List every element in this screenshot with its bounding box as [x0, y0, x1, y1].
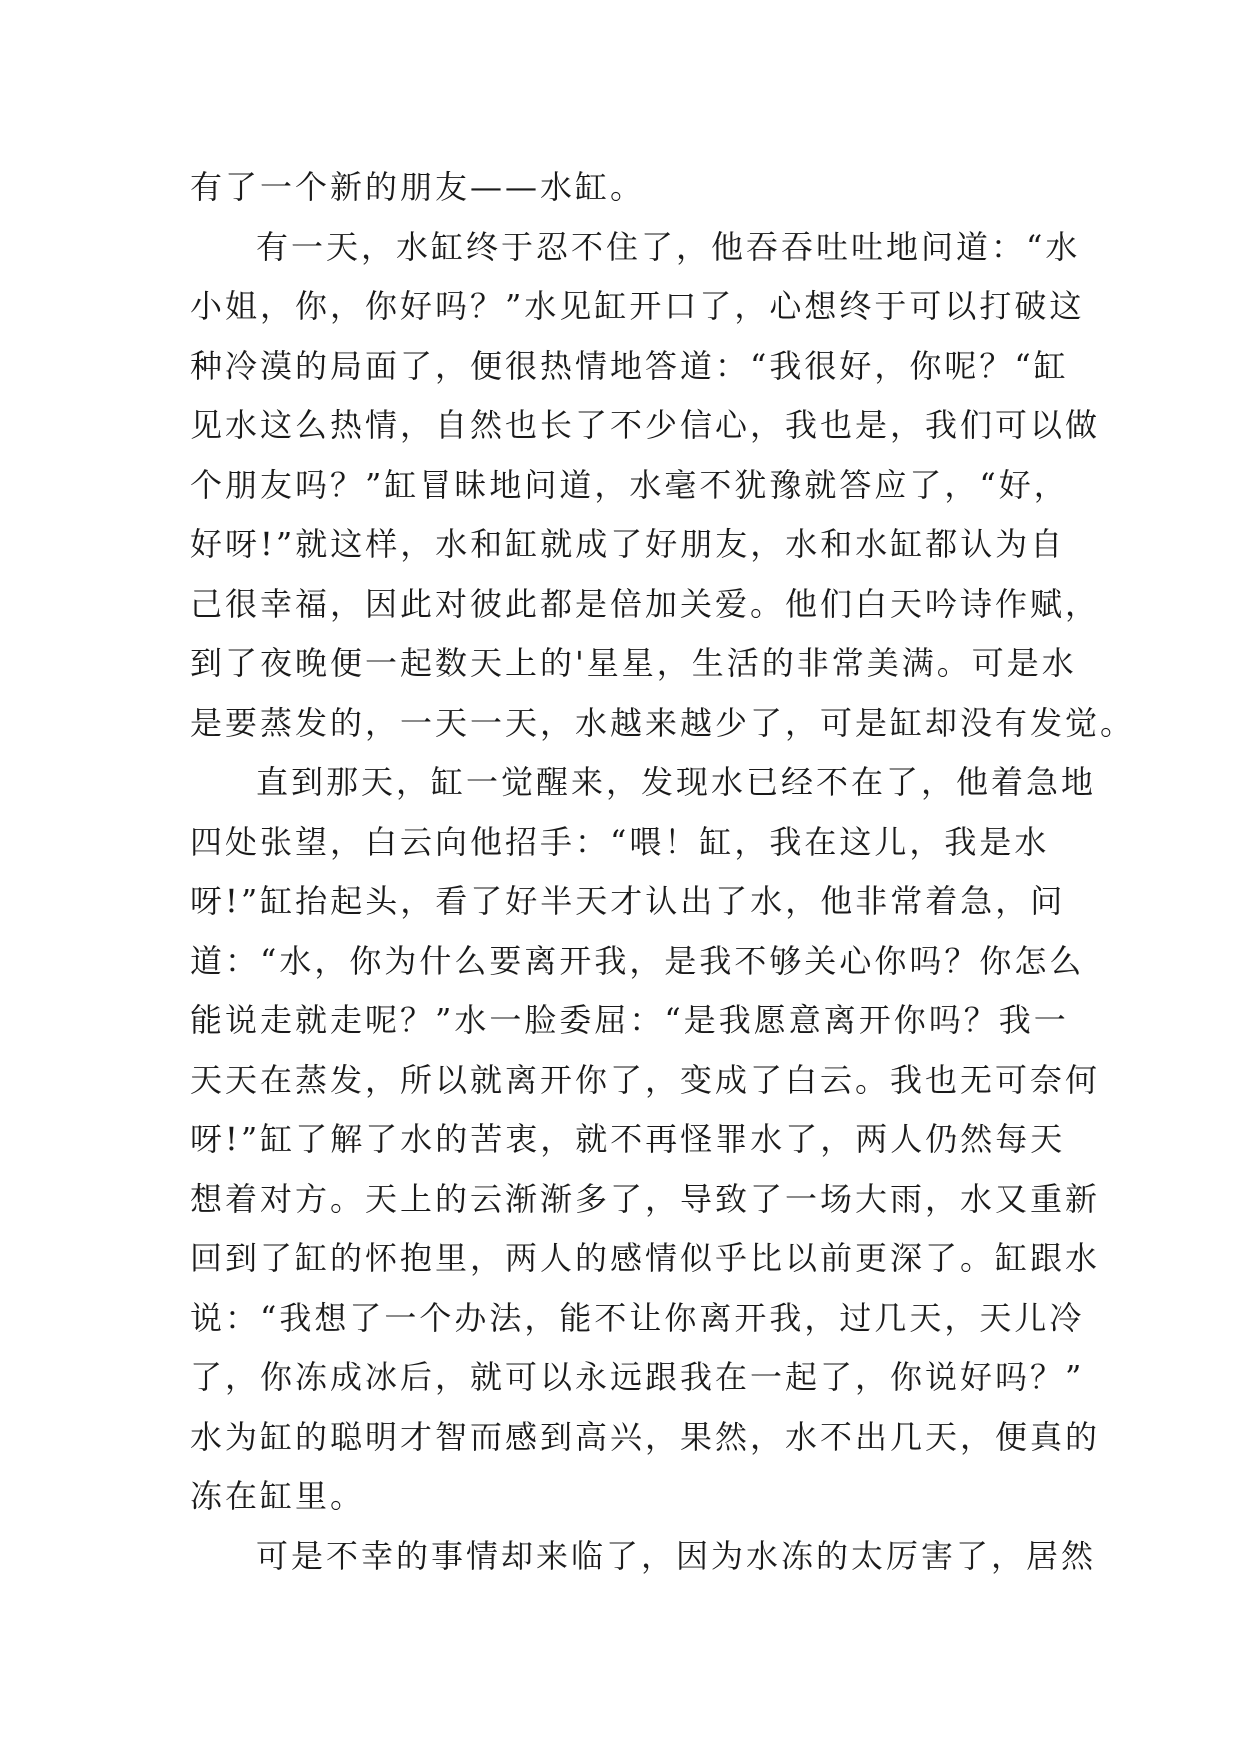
text-line: 有了一个新的朋友——水缸。 [190, 168, 646, 206]
text-line: 天天在蒸发，所以就离开你了，变成了白云。我也无可奈何 [190, 1060, 1101, 1099]
text-line: 四处张望，白云向他招手：“喂！缸，我在这儿，我是水 [190, 822, 1050, 861]
text-line: 冻在缸里。 [190, 1477, 366, 1515]
text-line: 呀!”缸抬起头，看了好半天才认出了水，他非常着急，问 [190, 882, 1066, 920]
text-line: 了，你冻成冰后，就可以永远跟我在一起了，你说好吗？” [190, 1358, 1085, 1396]
text-line: 水为缸的聪明才智而感到高兴，果然，水不出几天，便真的 [190, 1417, 1101, 1456]
text-line: 己很幸福，因此对彼此都是倍加关爱。他们白天吟诗作赋， [190, 584, 1101, 623]
text-line: 是要蒸发的，一天一天，水越来越少了，可是缸却没有发觉。 [190, 703, 1136, 742]
paragraph-start-line: 可是不幸的事情却来临了，因为水冻的太厉害了，居然 [256, 1536, 1097, 1575]
story-text [190, 158, 1136, 1586]
text-line: 到了夜晚便一起数天上的'星星，生活的非常美满。可是水 [190, 644, 1077, 682]
text-line: 小姐，你，你好吗？”水见缸开口了，心想终于可以打破这 [190, 287, 1085, 325]
text-line: 呀!”缸了解了水的苦衷，就不再怪罪水了，两人仍然每天 [190, 1120, 1066, 1158]
paragraph-start-line: 有一天，水缸终于忍不住了，他吞吞吐吐地问道：“水 [256, 227, 1081, 266]
text-line: 好呀!”就这样，水和缸就成了好朋友，水和水缸都认为自 [190, 525, 1066, 563]
text-line: 种冷漠的局面了，便很热情地答道：“我很好，你呢？“缸 [190, 346, 1069, 385]
text-line: 见水这么热情，自然也长了不少信心，我也是，我们可以做 [190, 406, 1101, 444]
text-line: 说：“我想了一个办法，能不让你离开我，过几天，天儿冷 [190, 1298, 1085, 1337]
text-line: 回到了缸的怀抱里，两人的感情似乎比以前更深了。缸跟水 [190, 1239, 1101, 1277]
paragraph-start-line: 直到那天，缸一觉醒来，发现水已经不在了，他着急地 [256, 763, 1097, 801]
text-line: 道：“水，你为什么要离开我，是我不够关心你吗？你怎么 [190, 941, 1085, 980]
text-line: 想着对方。天上的云渐渐多了，导致了一场大雨，水又重新 [190, 1179, 1101, 1218]
text-line: 能说走就走呢？”水一脸委屈：“是我愿意离开你吗？我一 [190, 1001, 1069, 1039]
text-line: 个朋友吗？”缸冒昧地问道，水毫不犹豫就答应了，“好， [190, 465, 1069, 504]
